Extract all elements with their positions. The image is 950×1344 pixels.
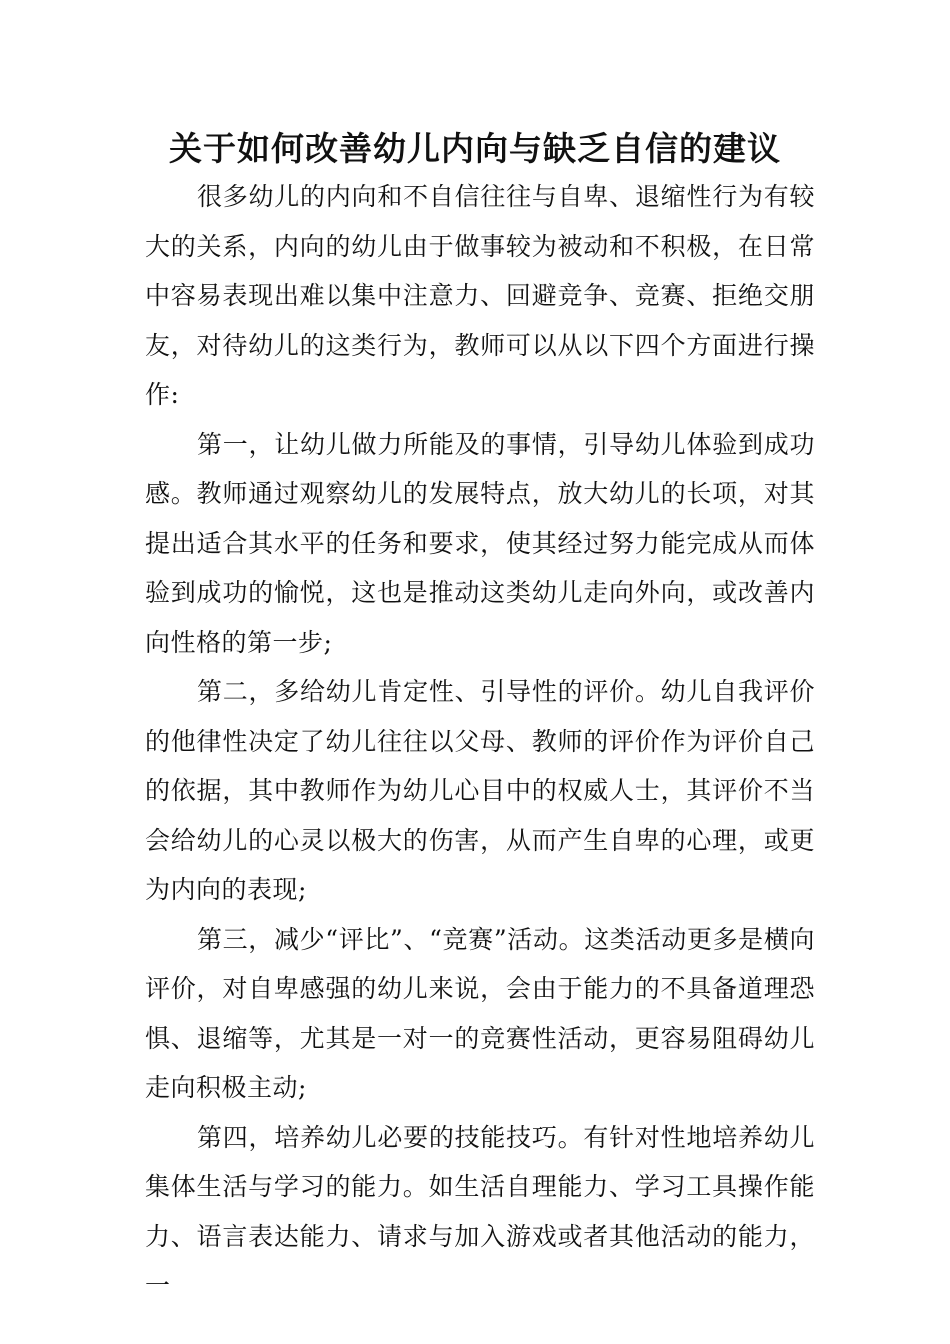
- document-body: [145, 172, 815, 1311]
- paragraph-second: 第二，多给幼儿肯定性、引导性的评价。幼儿自我评价的他律性决定了幼儿往往以父母、教师的评价作为评价自己的依据，其中教师作为幼儿心目中的权威人士，其评价不当会给幼儿的心灵以极大的伤害，从而产生自卑的心理，或更为内向的表现;: [145, 677, 815, 904]
- paragraph-first: 第一，让幼儿做力所能及的事情，引导幼儿体验到成功感。教师通过观察幼儿的发展特点，放大幼儿的长项，对其提出适合其水平的任务和要求，使其经过努力能完成从而体验到成功的愉悦，这也是推动这类幼儿走向外向，或改善内向性格的第一步;: [145, 429, 815, 657]
- paragraph-fourth: 第四，培养幼儿必要的技能技巧。有针对性地培养幼儿集体生活与学习的能力。如生活自理能力、学习工具操作能力、语言表达能力、请求与加入游戏或者其他活动的能力，一: [145, 1122, 815, 1300]
- paragraph-intro: 很多幼儿的内向和不自信往往与自卑、退缩性行为有较大的关系，内向的幼儿由于做事较为被动和不积极，在日常中容易表现出难以集中注意力、回避竞争、竞赛、拒绝交朋友，对待幼儿的这类行为，教师可以从以下四个方面进行操作:: [145, 182, 815, 409]
- document-title: 关于如何改善幼儿内向与缺乏自信的建议: [169, 129, 781, 168]
- paragraph-third: 第三，减少“评比”、“竞赛”活动。这类活动更多是横向评价，对自卑感强的幼儿来说，会由于能力的不具备道理恐惧、退缩等，尤其是一对一的竞赛性活动，更容易阻碍幼儿走向积极主动;: [145, 924, 815, 1102]
